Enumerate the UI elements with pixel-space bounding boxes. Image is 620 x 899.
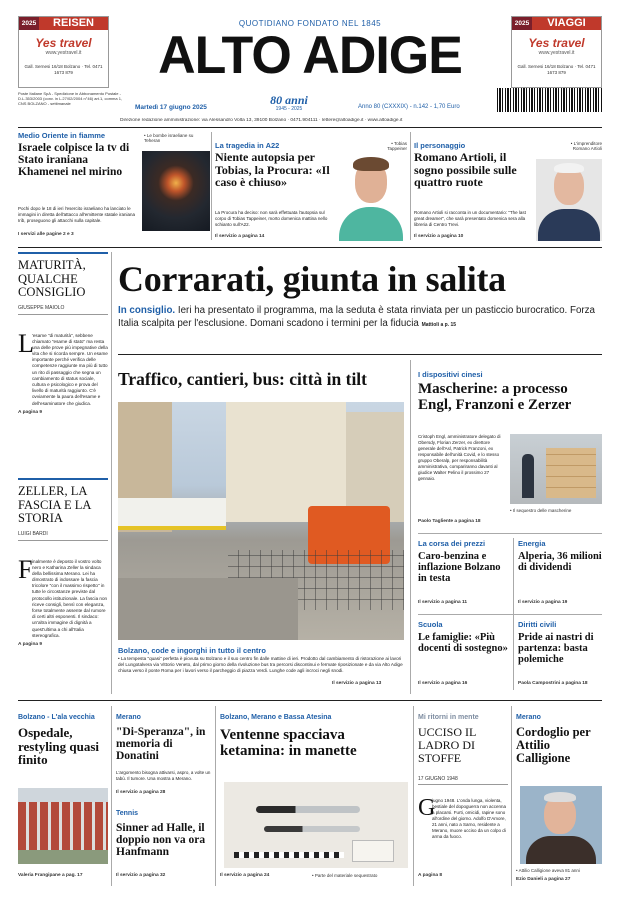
headline[interactable]: Traffico, cantieri, bus: città in tilt [118, 369, 367, 389]
page-ref[interactable]: A pagina 9 [18, 409, 43, 415]
cobblestone-road [118, 578, 298, 640]
brief-alperia[interactable] [518, 537, 602, 613]
bottom-rule [215, 706, 216, 886]
page-ref[interactable]: Il servizio a pagina 13 [332, 681, 382, 686]
headline[interactable]: Pride ai nastri di partenza: basta polemiche [518, 632, 594, 666]
portrait-jacket [538, 209, 600, 241]
calligione-photo [520, 786, 602, 864]
photo-caption: • Attilio Calligione aveva 81 anni [516, 868, 580, 873]
bottom-rule [413, 706, 414, 886]
top-stories-divider [18, 247, 602, 248]
opinion-rule [18, 478, 108, 480]
story-body: Romano Artioli si racconta in un documentario: "The last great dreamer", che sarà presentato domenica sera alla libreria di Centro Trevi. [414, 210, 526, 228]
artioli-photo [536, 159, 602, 241]
lead-ref[interactable]: Mattioli a p. 15 [421, 322, 457, 328]
kicker: Bolzano - L'ala vecchia [18, 714, 95, 721]
explosion-photo [142, 151, 210, 231]
photo-caption: • Tobias Tappeiner [387, 141, 407, 152]
ad-brand: Yes travel [35, 36, 92, 50]
edition-date: Martedì 17 giugno 2025 [135, 104, 207, 111]
bottom-sinner[interactable] [116, 810, 212, 890]
page-ref[interactable]: Il servizio a pagina 28 [116, 790, 166, 795]
masthead-divider [18, 127, 602, 128]
opinion-author: GIUSEPPE MAIOLO [18, 304, 65, 311]
bottom-rule [511, 706, 512, 886]
brief-row-divider [418, 614, 602, 615]
kicker: Merano [516, 714, 541, 721]
lead-divider [118, 354, 602, 355]
masthead-tagline: QUOTIDIANO FONDATO NEL 1845 [238, 19, 382, 28]
page-ref[interactable]: A pagina 8 [418, 873, 443, 878]
bottom-rule [111, 706, 112, 886]
dropcap: L [18, 328, 34, 358]
opinion-body: 'esame "di maturità", sebbene chiamato "esame di stato" ma resta una delle prove più impegnative della vita che si ricorda sempre. Un esame importante perché verifica delle competenze raggiunte ma più di tutto un rito di passaggio che segna un cambiamento di status sociale, cultura e psicologico e prova del livello di maturità raggiunto. C'è ovviamente la paura dell'esame e dell'esaminatore che giudica. [32, 332, 108, 406]
masthead-title[interactable]: ALTO ADIGE [158, 26, 462, 85]
lead-body: Ieri ha presentato il programma, ma la seduta è stata rinviata per un pasticcio burocratico. Forza Italia scalpita per l'esclusione. Domani scadono i termini per la fiducia [118, 305, 596, 329]
page-ref[interactable]: Ezio Danieli a pagina 27 [516, 877, 571, 882]
hospital-building [18, 802, 108, 852]
dropcap: G [418, 795, 436, 821]
hospital-photo [18, 788, 108, 864]
page-ref[interactable]: Il servizio a pagina 16 [418, 681, 468, 686]
headline[interactable]: Le famiglie: «Più docenti di sostegno» [418, 632, 508, 655]
portrait-shirt [339, 207, 403, 241]
traffic-story[interactable] [118, 360, 404, 694]
bottom-ospedale[interactable] [18, 706, 108, 888]
story-body: L'argomento bisogna attivarsi, aspro, a volte un tabù. Il tumore. Una mostra a Merano. [116, 770, 211, 782]
headline[interactable]: Romano Artioli, il sogno possibile sulle quattro ruote [414, 150, 517, 190]
story-body: Cristoph Engl, amministratore delegato di Obersdy, Florian Zerzer, ex direttore generale dell'Asl, Patrick Franzoni, ex responsabile dell'unità Covid, e lo stesso gruppo Oberalp, per responsabilità amministrativa, compariranno davanti al giudice Walter Pelino il prossimo 27 gennaio. [418, 434, 501, 482]
headline[interactable]: "Di-Speranza", in memoria di Donatini [116, 726, 206, 763]
history-rule [418, 784, 508, 785]
lead-headline[interactable]: Corrarati, giunta in salita [118, 259, 506, 299]
ad-site: www.yestravel.it [538, 50, 575, 56]
ad-year: 2025 [512, 17, 532, 30]
photo-caption: • Parte del materiale sequestrato [312, 873, 378, 878]
kicker: I dispositivi cinesi [418, 370, 483, 379]
evidence-bag [352, 840, 394, 862]
story-body: iugno 1948. L'onda lunga, violenta, bestiale del dopoguerra non accenna a placarsi. Furti, omicidi, rapine sono all'ordine del giorno. Adolfo D'Amore, 21 anni, nato a Sarno, residente a Merano, muore ucciso da un colpo di arma da fuoco. [432, 798, 507, 840]
kicker: Mi ritorni in mente [418, 714, 479, 721]
page-ref[interactable]: Il servizio a pagina 24 [220, 873, 270, 878]
opinion-zeller[interactable] [18, 478, 108, 698]
kicker: Medio Oriente in fiamme [18, 131, 106, 140]
portrait-photo [335, 157, 407, 241]
hospital-ground [18, 850, 108, 864]
dropcap: F [18, 554, 33, 584]
headline[interactable]: Alperia, 36 milioni di dividendi [518, 551, 602, 574]
pallet-stack [546, 448, 596, 498]
headline[interactable]: Sinner ad Halle, il doppio non va ora Hanfmann [116, 822, 206, 859]
portrait-jacket [526, 836, 596, 864]
headline[interactable]: Ventenne spacciava ketamina: in manette [220, 727, 357, 759]
lead-kicker: In consiglio. [118, 305, 176, 316]
headline[interactable]: UCCISO IL LADRO DI STOFFE [418, 725, 476, 765]
ad-label: REISEN [39, 17, 108, 30]
headline[interactable]: Ospedale, restyling quasi finito [18, 725, 100, 768]
top-story-middle-east[interactable] [18, 131, 208, 241]
opinion-author-rule [18, 314, 108, 315]
page-ref[interactable]: Paola Campostrini a pagina 18 [518, 681, 588, 686]
kicker: Tennis [116, 810, 139, 817]
knife [256, 806, 360, 813]
story-body: Pochi dopo le 18 di ieri l'esercito israeliano ha lanciato le immagini in diretta dell'attacco all'emittente statale iraniana Irib, proseguono gli attacchi sulla capitale. [18, 206, 136, 224]
page-ref[interactable]: Il servizio a pagina 10 [414, 234, 464, 239]
kicker: Scuola [418, 620, 443, 629]
kicker: La tragedia in A22 [215, 141, 280, 150]
page-ref[interactable]: Il servizio a pagina 19 [518, 600, 568, 605]
warehouse-photo [510, 434, 602, 504]
ad-address: Gall. Sernesi 16/18 Bolzano · Tel. 0471 1673 879 [517, 64, 596, 75]
postal-info: Poste Italiane SpA - Spedizione in Abbonamento Postale - D.L.353/2003 (conv. in L.27/02/2004 n°46) art.1, comma 1, CNS BOLZANO - settimanale [18, 91, 123, 107]
portrait-hair [544, 792, 576, 802]
opinion-author: LUIGI BARDI [18, 530, 48, 537]
page-ref[interactable]: Valeria Frangipane a pag. 17 [18, 873, 83, 878]
opinion-rule [18, 252, 108, 254]
officer-figure [522, 454, 534, 498]
anniversary-logo [262, 94, 316, 112]
ad-label: VIAGGI [532, 17, 601, 30]
opinion-maturita[interactable] [18, 252, 108, 464]
opinion-title[interactable]: ZELLER, LA FASCIA E LA STORIA [18, 484, 91, 525]
bus [118, 498, 226, 530]
story-mascherine[interactable] [418, 362, 602, 532]
page-ref[interactable]: Il servizio a pagina 14 [215, 234, 265, 239]
ad-brand: Yes travel [528, 36, 585, 50]
brief-fuel[interactable] [418, 537, 510, 613]
anniversary-years: 1945 - 2025 [275, 106, 303, 112]
column-rule [410, 132, 411, 240]
kicker: Diritti civili [518, 620, 557, 629]
opinion-body: inalmente è deposto il vostro volto nero e Katharina Zeller la sindaca della bellissima Merano. Lei ha dimostrato di indossare la fascia tricolore "con il massimo rispetto" in tutte le circostanze previste dal protocollo istituzionale. La fascia non riceve consigli, bensì con eleganza, forse totalmente assente dal rumore di certi altri esponenti. Il sindaco: un'altra immagine di dignità a quest'ultima a chi all'Italia stereografica. [32, 558, 108, 638]
photo-caption: • Le bombe israeliane su Teheran [144, 133, 194, 144]
street-photo [118, 402, 404, 640]
seizure-photo [224, 782, 408, 868]
kicker: Il personaggio [414, 141, 466, 150]
building-center [226, 402, 346, 522]
headline[interactable]: Israele colpisce la tv di Stato iraniana Khamenei nel mirino [18, 142, 130, 179]
photo-caption: • Il sequestro delle mascherine [510, 508, 572, 513]
address-line: Direzione redazione amministrazione: via Alessandro Volta 13, 39100 Bolzano · 0471.904111 · lettere@altoadige.it · www.altoadige.it [120, 118, 403, 123]
page-ref[interactable]: I servizi alle pagine 2 e 3 [18, 232, 74, 237]
page-ref[interactable]: Il servizio a pagina 32 [116, 873, 166, 878]
bottom-ketamina[interactable] [220, 706, 408, 888]
top-story-a22[interactable] [215, 131, 407, 241]
kicker: Merano [116, 714, 141, 721]
center-column-rule [410, 360, 411, 694]
opinion-title[interactable]: MATURITÀ, QUALCHE CONSIGLIO [18, 258, 86, 299]
brief-school[interactable] [418, 618, 510, 694]
kicker: Bolzano, Merano e Bassa Atesina [220, 714, 332, 721]
column-rule [211, 132, 212, 240]
story-body: La Procura ha deciso: non sarà effettuata l'autopsia sul corpo di Tobias Tappeiner, morto domenica mattina nello schianto sull'A22. [215, 210, 328, 228]
top-story-artioli[interactable] [414, 131, 602, 241]
story-body: • La tempesta "quasi" perfetta è piovuta su Bolzano e il suo centro fin dalle mattine di ieri. Prodotto dal cambiamento di ristorazione ai lavori del Lungotalvera via Vittorio Veneto, dal primo giorno della rivoluzione bus tra percorsi discontinui e fermate riposizionate e da via Alto Adige chiusa verso il ponte Roma per i lavori verso il parcheggio di piazza Verdi. Lunghe code agli incroci negli snodi. [118, 656, 403, 674]
page-ref[interactable]: A pagina 9 [18, 641, 43, 647]
ad-site: www.yestravel.it [45, 50, 82, 56]
right-divider [418, 533, 602, 534]
issue-info: Anno 80 (CXXXIX) - n.142 - 1,70 Euro [358, 104, 460, 110]
anniversary-label: 80 anni [270, 93, 308, 107]
subheadline: Bolzano, code e ingorghi in tutto il centro [118, 646, 266, 655]
kicker: Energia [518, 539, 546, 548]
kicker: La corsa dei prezzi [418, 539, 486, 548]
ad-year: 2025 [19, 17, 39, 30]
left-column-rule [111, 252, 112, 694]
bottom-donatini[interactable] [116, 706, 212, 796]
portrait-hair [554, 163, 584, 173]
lead-standfirst [118, 304, 602, 332]
brief-pride[interactable] [518, 618, 602, 694]
opinion-author-rule [18, 540, 108, 541]
portrait-hair [353, 157, 389, 171]
bottom-calligione[interactable] [516, 706, 602, 888]
travel-ad-right[interactable] [511, 16, 602, 88]
travel-ad-left[interactable] [18, 16, 109, 88]
ad-address: Gall. Sernesi 16/18 Bolzano · Tel. 0471 1673 879 [24, 64, 103, 75]
forensic-ruler [234, 852, 344, 858]
barcode [497, 88, 603, 112]
page-ref[interactable]: Il servizio a pagina 11 [418, 600, 468, 605]
headline[interactable]: Niente autopsia per Tobias, la Procura: «Il caso è chiuso» [215, 150, 330, 190]
history-date: 17 GIUGNO 1948 [418, 776, 458, 782]
page-ref[interactable]: Paolo Tagliente a pagina 18 [418, 519, 481, 524]
bottom-divider [18, 700, 602, 701]
headline[interactable]: Mascherine: a processo Engl, Franzoni e Zerzer [418, 381, 572, 413]
headline[interactable]: Caro-benzina e inflazione Bolzano in testa [418, 551, 501, 585]
knife-2 [264, 826, 360, 832]
photo-caption: • L'imprenditore Romano Artioli [570, 141, 602, 152]
bottom-history[interactable] [418, 706, 508, 888]
headline[interactable]: Cordoglio per Attilio Calligione [516, 725, 591, 766]
